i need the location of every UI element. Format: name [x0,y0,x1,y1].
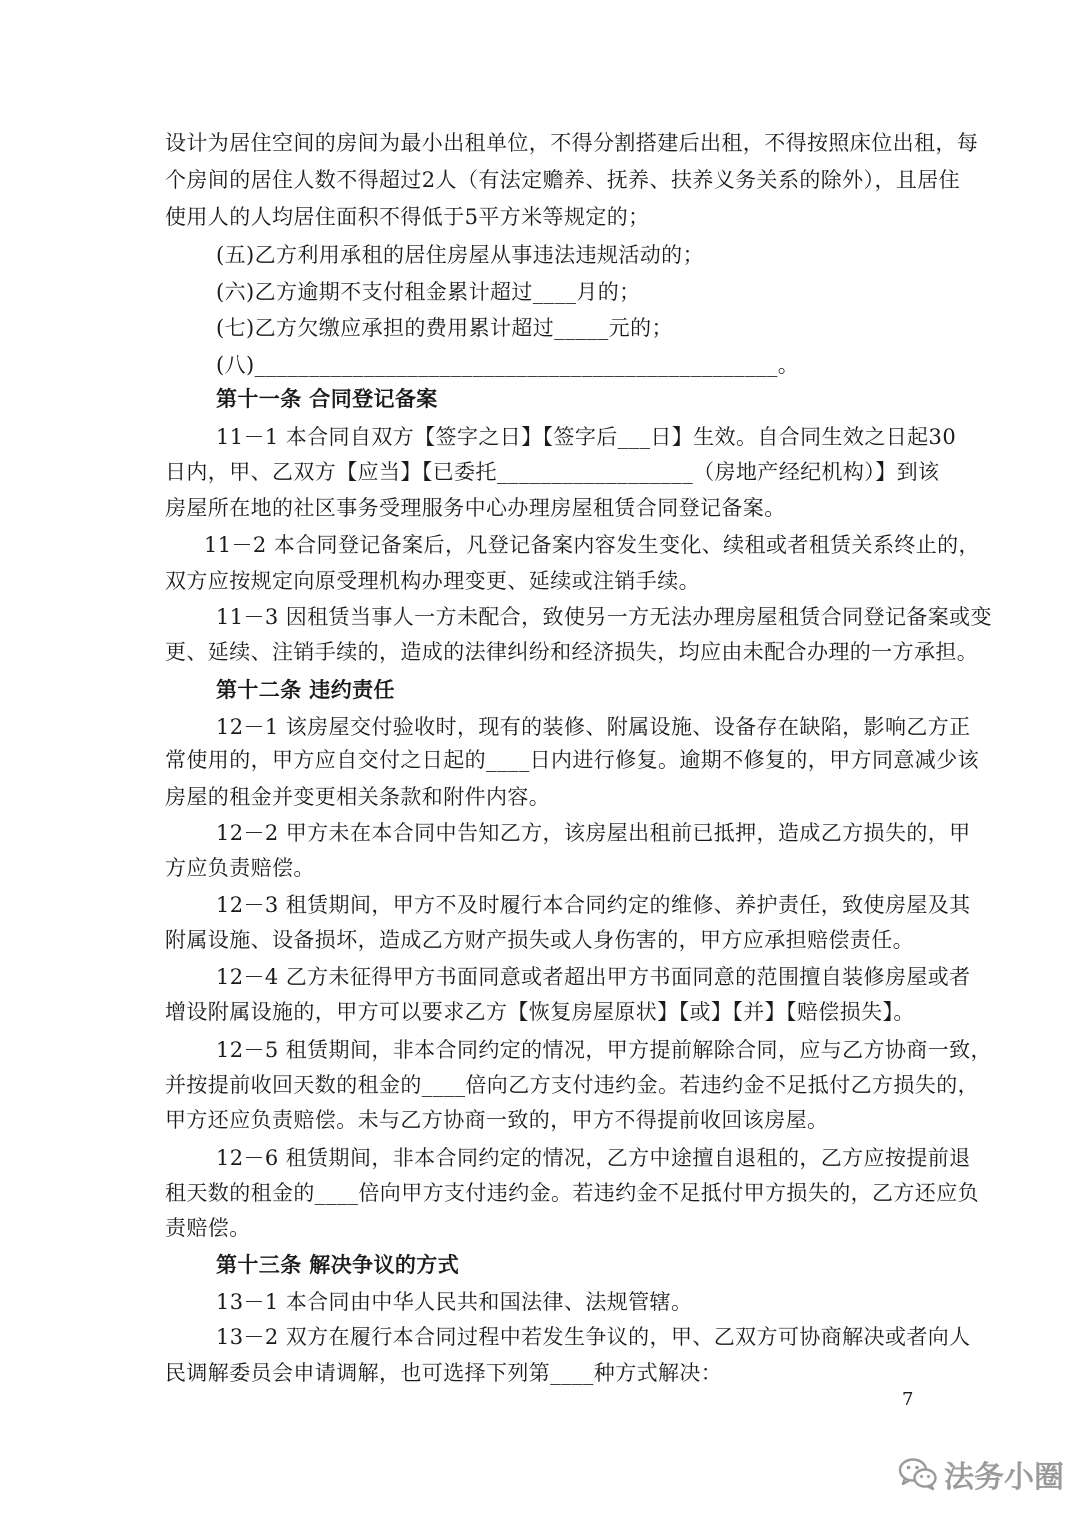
clause-13-1: 13－1 本合同由中华人民共和国法律、法规管辖。 [216,1290,693,1314]
clause-11-1: 11－1 本合同自双方【签字之日】【签字后___日】生效。自合同生效之日起30 [216,425,957,449]
section-heading-13: 第十三条 解决争议的方式 [216,1253,460,1277]
wechat-icon [898,1457,938,1491]
text-line: 方应负责赔偿。 [165,856,315,880]
text-line: 设计为居住空间的房间为最小出租单位，不得分割搭建后出租，不得按照床位出租，每 [165,131,979,155]
text-line: 民调解委员会申请调解，也可选择下列第____种方式解决： [165,1361,723,1385]
clause-12-3: 12－3 租赁期间，甲方不及时履行本合同约定的维修、养护责任，致使房屋及其 [216,893,971,917]
page-number: 7 [902,1389,914,1410]
text-line: 房屋的租金并变更相关条款和附件内容。 [165,785,551,809]
section-heading-12: 第十二条 违约责任 [216,678,395,702]
text-line: 责赔偿。 [165,1216,251,1240]
text-line: 个房间的居住人数不得超过2人（有法定赡养、抚养、扶养义务关系的除外），且居住 [165,168,961,192]
text-line: 使用人的人均居住面积不得低于5平方米等规定的； [165,205,650,229]
clause-11-2: 11－2 本合同登记备案后，凡登记备案内容发生变化、续租或者租赁关系终止的， [204,533,980,557]
list-item-8: (八)________________________________________________。 [216,353,800,377]
text-line: 附属设施、设备损坏，造成乙方财产损失或人身伤害的，甲方应承担赔偿责任。 [165,928,914,952]
text-line: 日内，甲、乙双方【应当】【已委托__________________（房地产经纪机构）】到该 [165,460,940,484]
clause-12-5: 12－5 租赁期间，非本合同约定的情况，甲方提前解除合同，应与乙方协商一致， [216,1038,992,1062]
text-line: 常使用的，甲方应自交付之日起的____日内进行修复。逾期不修复的，甲方同意减少该 [165,748,979,772]
clause-11-3: 11－3 因租赁当事人一方未配合，致使另一方无法办理房屋租赁合同登记备案或变 [216,605,992,629]
text-line: 双方应按规定向原受理机构办理变更、延续或注销手续。 [165,569,700,593]
clause-13-2: 13－2 双方在履行本合同过程中若发生争议的，甲、乙双方可协商解决或者向人 [216,1325,971,1349]
text-line: 更、延续、注销手续的，造成的法律纠纷和经济损失，均应由未配合办理的一方承担。 [165,640,979,664]
text-line: 增设附属设施的，甲方可以要求乙方【恢复房屋原状】【或】【并】【赔偿损失】。 [165,1000,915,1024]
text-line: 甲方还应负责赔偿。未与乙方协商一致的，甲方不得提前收回该房屋。 [165,1108,829,1132]
text-line: 房屋所在地的社区事务受理服务中心办理房屋租赁合同登记备案。 [165,496,786,520]
watermark [898,1452,1064,1496]
clause-12-1: 12－1 该房屋交付验收时，现有的装修、附属设施、设备存在缺陷，影响乙方正 [216,715,971,739]
list-item-6: (六)乙方逾期不支付租金累计超过____月的； [216,280,641,304]
clause-12-2: 12－2 甲方未在本合同中告知乙方，该房屋出租前已抵押，造成乙方损失的，甲 [216,821,971,845]
watermark-text: 法务小圈 [944,1460,1064,1495]
text-line: 并按提前收回天数的租金的____倍向乙方支付违约金。若违约金不足抵付乙方损失的， [165,1073,979,1097]
section-heading-11: 第十一条 合同登记备案 [216,387,438,411]
list-item-5: (五)乙方利用承租的居住房屋从事违法违规活动的； [216,243,704,267]
clause-12-4: 12－4 乙方未征得甲方书面同意或者超出甲方书面同意的范围擅自装修房屋或者 [216,965,971,989]
text-line: 租天数的租金的____倍向甲方支付违约金。若违约金不足抵付甲方损失的，乙方还应负 [165,1181,979,1205]
clause-12-6: 12－6 租赁期间，非本合同约定的情况，乙方中途擅自退租的，乙方应按提前退 [216,1146,971,1170]
list-item-7: (七)乙方欠缴应承担的费用累计超过_____元的； [216,316,673,340]
